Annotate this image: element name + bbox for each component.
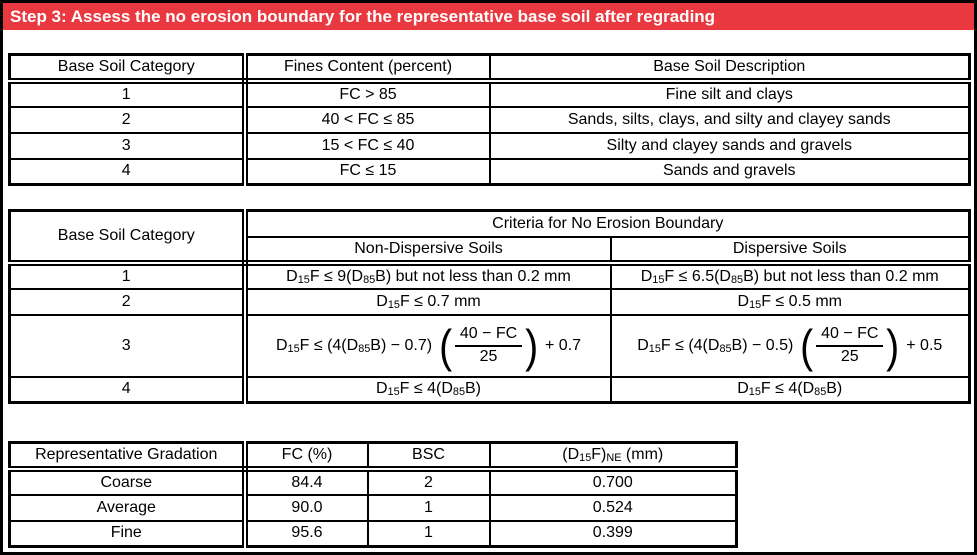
cell-category: 4 bbox=[10, 377, 245, 403]
table1-header-row bbox=[10, 55, 970, 81]
cell-fc: 90.0 bbox=[245, 495, 368, 521]
table-row bbox=[10, 377, 970, 403]
cell-category: 3 bbox=[10, 133, 245, 159]
cell-fines-content: FC > 85 bbox=[245, 81, 490, 107]
cell-d15f-ne: 0.399 bbox=[490, 521, 737, 547]
cell-dispersive-criterion bbox=[611, 289, 970, 315]
step-title: Step 3: Assess the no erosion boundary for the representative base soil after regrading bbox=[10, 7, 716, 26]
cell-bsc: 1 bbox=[368, 495, 490, 521]
d15f-ne-label: (D15F)NE (mm) bbox=[562, 445, 664, 464]
criterion-formula: D15F ≤ (4(D85B) − 0.5) ( $\frac{40 - FC}{25}$ ) + 0.5 bbox=[637, 319, 943, 372]
cell-fines-content: 15 < FC ≤ 40 bbox=[245, 133, 490, 159]
cell-non-dispersive-criterion bbox=[245, 289, 611, 315]
representative-gradation-table bbox=[8, 441, 738, 548]
col-header-dispersive: Dispersive Soils bbox=[611, 237, 970, 263]
cell-dispersive-criterion bbox=[611, 377, 970, 403]
cell-bsc: 1 bbox=[368, 521, 490, 547]
cell-d15f-ne: 0.700 bbox=[490, 469, 737, 495]
no-erosion-criteria-table bbox=[8, 209, 971, 404]
cell-gradation: Fine bbox=[10, 521, 245, 547]
table-row bbox=[10, 133, 970, 159]
col-header-fines-content: Fines Content (percent) bbox=[245, 55, 490, 81]
cell-fc: 84.4 bbox=[245, 469, 368, 495]
cell-category: 2 bbox=[10, 289, 245, 315]
col-header-base-soil-category: Base Soil Category bbox=[10, 211, 245, 263]
cell-d15f-ne: 0.524 bbox=[490, 495, 737, 521]
table-row bbox=[10, 521, 737, 547]
cell-non-dispersive-criterion bbox=[245, 377, 611, 403]
criterion-formula: D15F ≤ (4(D85B) − 0.7) ( $\frac{40 - FC}{25}$ ) + 0.7 bbox=[275, 319, 582, 372]
table-row bbox=[10, 263, 970, 289]
cell-non-dispersive-criterion bbox=[245, 315, 611, 377]
col-header-base-soil-category: Base Soil Category bbox=[10, 55, 245, 81]
criterion-formula: D15F ≤ 0.7 mm bbox=[376, 292, 481, 311]
table-row bbox=[10, 289, 970, 315]
col-header-criteria: Criteria for No Erosion Boundary bbox=[245, 211, 970, 237]
col-header-representative-gradation: Representative Gradation bbox=[10, 443, 245, 469]
cell-description: Sands, silts, clays, and silty and clayey sands bbox=[490, 107, 970, 133]
cell-category: 1 bbox=[10, 81, 245, 107]
criterion-formula: D15F ≤ 4(D85B) bbox=[375, 380, 481, 399]
criterion-formula: D15F ≤ 9(D85B) but not less than 0.2 mm bbox=[286, 267, 571, 286]
base-soil-category-table bbox=[8, 53, 971, 186]
cell-description: Sands and gravels bbox=[490, 159, 970, 185]
table-row bbox=[10, 315, 970, 377]
cell-dispersive-criterion bbox=[611, 315, 970, 377]
cell-bsc: 2 bbox=[368, 469, 490, 495]
cell-dispersive-criterion bbox=[611, 263, 970, 289]
cell-description: Silty and clayey sands and gravels bbox=[490, 133, 970, 159]
cell-fines-content: FC ≤ 15 bbox=[245, 159, 490, 185]
criterion-formula: D15F ≤ 0.5 mm bbox=[737, 292, 842, 311]
criterion-formula: D15F ≤ 6.5(D85B) but not less than 0.2 mm bbox=[640, 267, 939, 286]
table-row bbox=[10, 495, 737, 521]
table3-header-row bbox=[10, 443, 737, 469]
col-header-bsc: BSC bbox=[368, 443, 490, 469]
criterion-formula: D15F ≤ 4(D85B) bbox=[737, 380, 843, 399]
cell-description: Fine silt and clays bbox=[490, 81, 970, 107]
cell-gradation: Average bbox=[10, 495, 245, 521]
col-header-fc-percent: FC (%) bbox=[245, 443, 368, 469]
cell-category: 4 bbox=[10, 159, 245, 185]
cell-category: 1 bbox=[10, 263, 245, 289]
table-row bbox=[10, 107, 970, 133]
table2-header-row-1 bbox=[10, 211, 970, 237]
step-title-bar bbox=[3, 3, 974, 30]
table-row bbox=[10, 469, 737, 495]
cell-non-dispersive-criterion bbox=[245, 263, 611, 289]
col-header-d15f-ne bbox=[490, 443, 737, 469]
table-row bbox=[10, 159, 970, 185]
col-header-non-dispersive: Non-Dispersive Soils bbox=[245, 237, 611, 263]
table-row bbox=[10, 81, 970, 107]
cell-category: 3 bbox=[10, 315, 245, 377]
cell-fc: 95.6 bbox=[245, 521, 368, 547]
cell-fines-content: 40 < FC ≤ 85 bbox=[245, 107, 490, 133]
cell-category: 2 bbox=[10, 107, 245, 133]
cell-gradation: Coarse bbox=[10, 469, 245, 495]
col-header-base-soil-description: Base Soil Description bbox=[490, 55, 970, 81]
